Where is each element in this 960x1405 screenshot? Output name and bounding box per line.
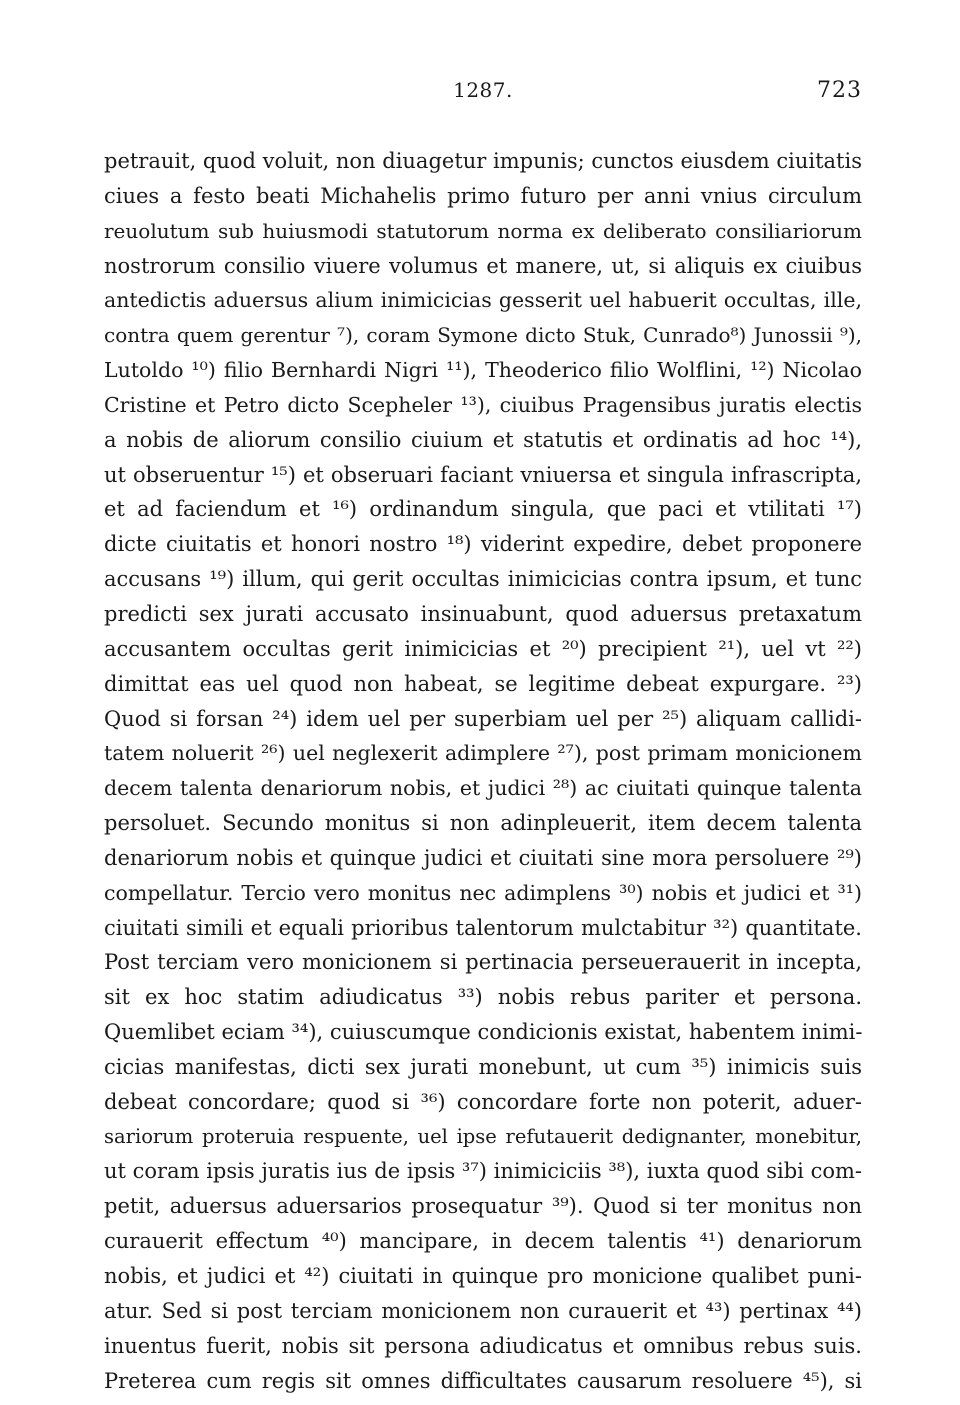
text-line: nostrorum consilio viuere volumus et manere, ut, si aliquis ex ciuibus bbox=[104, 253, 862, 278]
page-number: 723 bbox=[817, 78, 862, 103]
text-line: sariorum proteruia respuente, uel ipse refutauerit dedignanter, monebitur, bbox=[104, 1124, 862, 1148]
text-line: petit, aduersus aduersarios prosequatur ³⁹). Quod si ter monitus non bbox=[104, 1194, 862, 1219]
text-line: ut coram ipsis juratis ius de ipsis ³⁷) inimiciciis ³⁸), iuxta quod sibi com- bbox=[104, 1159, 862, 1184]
text-line: compellatur. Tercio vero monitus nec adimplens ³⁰) nobis et judici et ³¹) bbox=[104, 880, 862, 905]
text-line: denariorum nobis et quinque judici et ciuitati sine mora persoluere ²⁹) bbox=[104, 845, 862, 870]
text-line: antedictis aduersus alium inimicicias gesserit uel habuerit occultas, ille, bbox=[104, 288, 862, 313]
text-line: dicte ciuitatis et honori nostro ¹⁸) viderint expedire, debet proponere bbox=[104, 532, 862, 557]
text-line: debeat concordare; quod si ³⁶) concordare forte non poterit, aduer- bbox=[104, 1089, 862, 1114]
text-line: ut obseruentur ¹⁵) et obseruari faciant vniuersa et singula infrascripta, bbox=[104, 462, 862, 487]
text-line: nobis, et judici et ⁴²) ciuitati in quinque pro monicione qualibet puni- bbox=[104, 1264, 862, 1288]
text-line: inuentus fuerit, nobis sit persona adiudicatus et omnibus rebus suis. bbox=[104, 1333, 862, 1358]
body-text bbox=[104, 144, 862, 1398]
text-line: reuolutum sub huiusmodi statutorum norma ex deliberato consiliariorum bbox=[104, 218, 862, 243]
text-line: predicti sex jurati accusato insinuabunt, quod aduersus pretaxatum bbox=[104, 601, 862, 626]
text-line: contra quem gerentur ⁷), coram Symone dicto Stuk, Cunrado⁸) Junossii ⁹), bbox=[104, 323, 862, 348]
text-line: Quemlibet eciam ³⁴), cuiuscumque condicionis existat, habentem inimi- bbox=[104, 1020, 862, 1045]
text-line: petrauit, quod voluit, non diuagetur impunis; cunctos eiusdem ciuitatis bbox=[104, 149, 862, 173]
text-line: Cristine et Petro dicto Scepheler ¹³), ciuibus Pragensibus juratis electis bbox=[104, 392, 862, 417]
text-line: Preterea cum regis sit omnes difficultates causarum resoluere ⁴⁵), si bbox=[104, 1368, 862, 1393]
text-line: Post terciam vero monicionem si pertinacia perseuerauerit in incepta, bbox=[104, 950, 862, 975]
text-line: sit ex hoc statim adiudicatus ³³) nobis rebus pariter et persona. bbox=[104, 985, 862, 1010]
text-line: dimittat eas uel quod non habeat, se legitime debeat expurgare. ²³) bbox=[104, 671, 862, 696]
text-line: Quod si forsan ²⁴) idem uel per superbiam uel per ²⁵) aliquam callidi- bbox=[104, 706, 862, 731]
text-line: accusans ¹⁹) illum, qui gerit occultas inimicicias contra ipsum, et tunc bbox=[104, 567, 862, 592]
text-line: ciuitati simili et equali prioribus talentorum mulctabitur ³²) quantitate. bbox=[104, 915, 862, 940]
header-year: 1287. bbox=[453, 78, 513, 102]
text-line: et ad faciendum et ¹⁶) ordinandum singula, que paci et vtilitati ¹⁷) bbox=[104, 497, 862, 522]
text-line: curauerit effectum ⁴⁰) mancipare, in decem talentis ⁴¹) denariorum bbox=[104, 1229, 862, 1254]
text-line: atur. Sed si post terciam monicionem non curauerit et ⁴³) pertinax ⁴⁴) bbox=[104, 1298, 862, 1323]
text-line: accusantem occultas gerit inimicicias et ²⁰) precipient ²¹), uel vt ²²) bbox=[104, 636, 862, 661]
text-line: persoluet. Secundo monitus si non adinpleuerit, item decem talenta bbox=[104, 811, 862, 836]
text-line: tatem noluerit ²⁶) uel neglexerit adimplere ²⁷), post primam monicionem bbox=[104, 741, 862, 766]
running-header bbox=[104, 78, 862, 108]
text-line: a nobis de aliorum consilio ciuium et statutis et ordinatis ad hoc ¹⁴), bbox=[104, 427, 862, 452]
text-line: ciues a festo beati Michahelis primo futuro per anni vnius circulum bbox=[104, 183, 862, 208]
text-line: decem talenta denariorum nobis, et judici ²⁸) ac ciuitati quinque talenta bbox=[104, 776, 862, 801]
text-line: Lutoldo ¹⁰) filio Bernhardi Nigri ¹¹), Theoderico filio Wolflini, ¹²) Nicolao bbox=[104, 358, 862, 383]
text-line: cicias manifestas, dicti sex jurati monebunt, ut cum ³⁵) inimicis suis bbox=[104, 1054, 862, 1079]
